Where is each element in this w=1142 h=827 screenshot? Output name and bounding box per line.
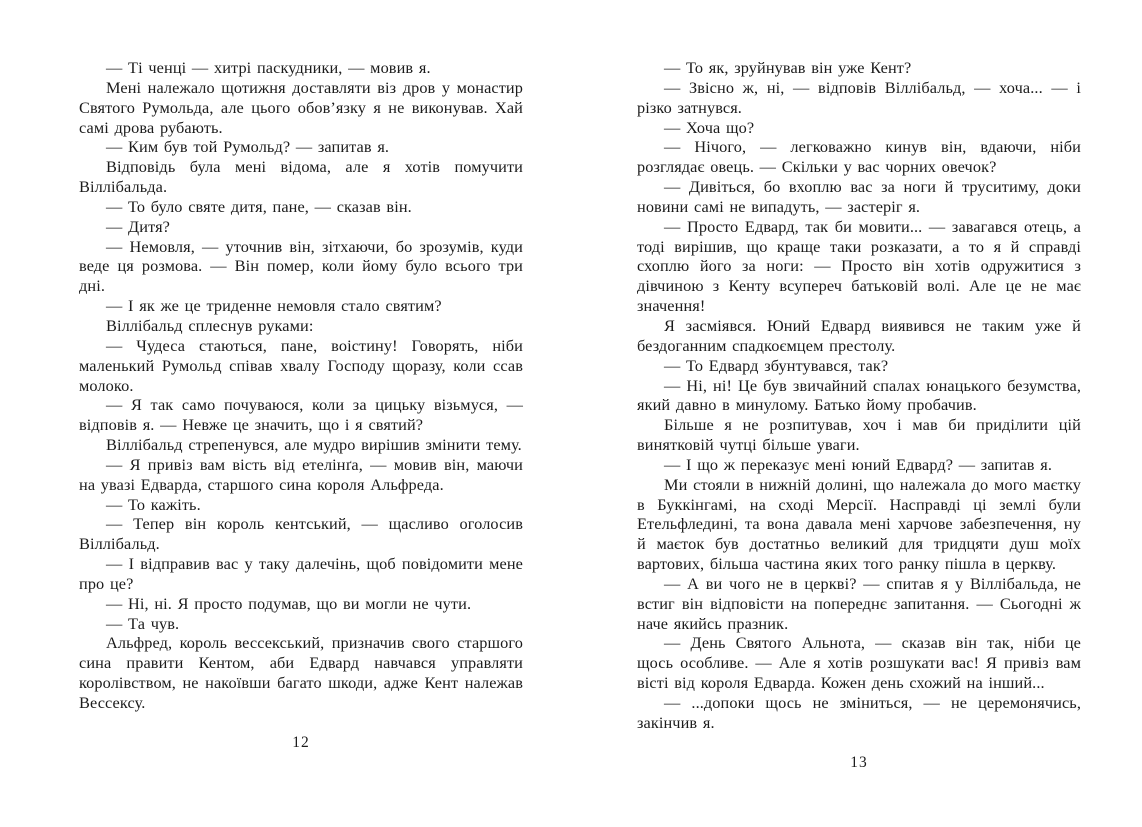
- paragraph: Більше я не розпитував, хоч і мав би приділити цій винятковій чутці більше уваги.: [637, 415, 1081, 455]
- paragraph: — Я так само почуваюся, коли за цицьку візьмуся, — відповів я. — Невже це значить, що і я святий?: [79, 395, 523, 435]
- paragraph: — То кажіть.: [106, 494, 201, 514]
- paragraph: Я засміявся. Юний Едвард виявився не таким уже й бездоганним спадкоємцем престолу.: [637, 315, 1081, 355]
- right-page-number: 13: [850, 753, 868, 771]
- paragraph: — То Едвард збунтувався, так?: [664, 355, 889, 375]
- paragraph: — Я привіз вам вість від етелінґа, — мовив він, маючи на увазі Едварда, старшого сина короля Альфреда.: [79, 454, 523, 494]
- paragraph: — І як же це триденне немовля стало святим?: [106, 296, 442, 316]
- paragraph: — Нічого, — легковажно кинув він, вдаючи, ніби розглядає овець. — Скільки у вас чорних овечок?: [637, 137, 1081, 177]
- paragraph: Ми стояли в нижній долині, що належала до мого маєтку в Буккінгамі, на сході Мерсії. Насправді ці землі були Етельфледині, та вона давала мені харчове забезпечення, ну й маєток був достатньо великий для тридцяти душ моїх вартових, більша частина яких того ранку пішла в церкву.: [637, 474, 1081, 574]
- paragraph: — А ви чого не в церкві? — спитав я у Віллібальда, не встиг він відповісти на попереднє запитання. — Сьогодні ж наче якийсь празник.: [637, 573, 1081, 633]
- paragraph: Віллібальд стрепенувся, але мудро вирішив змінити тему.: [106, 435, 522, 455]
- paragraph: — Тепер він король кентський, — щасливо оголосив Віллібальд.: [79, 514, 523, 554]
- paragraph: Відповідь була мені відома, але я хотів помучити Віллібальда.: [79, 157, 523, 197]
- paragraph: — І що ж переказує мені юний Едвард? — запитав я.: [664, 454, 1053, 474]
- paragraph: — ...допоки щось не зміниться, — не церемонячись, закінчив я.: [637, 693, 1081, 732]
- left-page-number: 12: [292, 733, 310, 751]
- paragraph: — Дивіться, бо вхоплю вас за ноги й труситиму, доки новини самі не випадуть, — застеріг я.: [637, 177, 1081, 216]
- paragraph: Альфред, король вессекський, призначив свого старшого сина правити Кентом, аби Едвард навчався управляти королівством, не накоївши багато шкоди, адже Кент належав Вессексу.: [79, 633, 523, 712]
- paragraph: — Та чув.: [106, 613, 180, 633]
- paragraph: — Просто Едвард, так би мовити... — завагався отець, а тоді вирішив, що краще таки розказати, а то я й справді схоплю його за ноги: — Просто він хотів одружитися з дівчиною з Кенту всупереч батьковій волі. Але це не має значення!: [637, 216, 1081, 316]
- paragraph: — Хоча що?: [664, 117, 755, 137]
- paragraph: — Ні, ні. Я просто подумав, що ви могли не чути.: [106, 593, 472, 613]
- paragraph: — Ні, ні! Це був звичайний спалах юнацького безумства, який давно в минулому. Батько йому пробачив.: [637, 375, 1081, 415]
- paragraph: — То як, зруйнував він уже Кент?: [664, 58, 912, 77]
- left-page: [79, 58, 523, 752]
- paragraph: — Дитя?: [106, 216, 170, 236]
- paragraph: — Чудеса стаються, пане, воістину! Говорять, ніби маленький Румольд співав хвалу Господу щоразу, коли ссав молоко.: [79, 335, 523, 395]
- paragraph: — Немовля, — уточнив він, зітхаючи, бо зрозумів, куди веде ця розмова. — Він помер, коли йому було всього три дні.: [79, 236, 523, 296]
- paragraph: — День Святого Альнота, — сказав він так, ніби це щось особливе. — Але я хотів розшукати вас! Я привіз вам вісті від короля Едварда. Кожен день схожий на інший...: [637, 633, 1081, 693]
- paragraph: — Ті ченці — хитрі паскудники, — мовив я.: [106, 58, 431, 77]
- paragraph: — Звісно ж, ні, — відповів Віллібальд, — хоча... — і різко затнувся.: [637, 77, 1081, 117]
- left-page-text: [79, 58, 523, 713]
- paragraph: Віллібальд сплеснув руками:: [106, 315, 314, 335]
- paragraph: Мені належало щотижня доставляти віз дров у монастир Святого Румольда, але цього обов’язку я не виконував. Хай самі дрова рубають.: [79, 77, 523, 137]
- right-page-text: [637, 58, 1081, 733]
- right-page: [637, 58, 1081, 772]
- paragraph: — То було святе дитя, пане, — сказав він.: [106, 196, 412, 216]
- paragraph: — Ким був той Румольд? — запитав я.: [106, 137, 390, 157]
- paragraph: — І відправив вас у таку далечінь, щоб повідомити мене про це?: [79, 554, 523, 593]
